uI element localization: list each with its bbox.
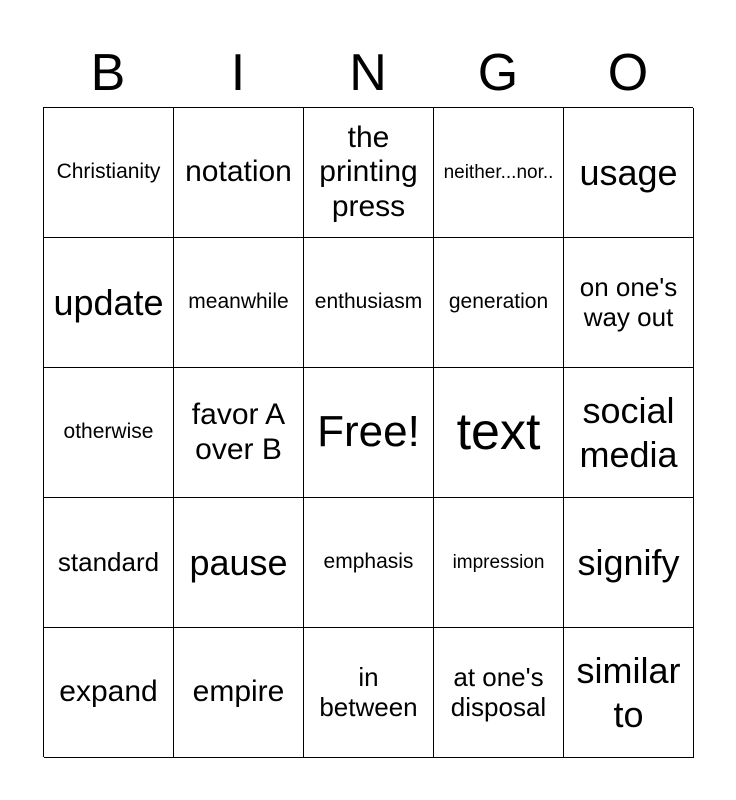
bingo-cell[interactable]: [434, 108, 564, 238]
bingo-cell[interactable]: [564, 108, 694, 238]
bingo-cell[interactable]: [564, 628, 694, 758]
bingo-cell[interactable]: [304, 238, 434, 368]
free-space-cell[interactable]: [304, 368, 434, 498]
bingo-cell[interactable]: [174, 628, 304, 758]
cell-label: on one's way out: [579, 271, 678, 332]
cell-label: enthusiasm: [314, 290, 423, 314]
bingo-cell[interactable]: [44, 238, 174, 368]
bingo-cell[interactable]: [304, 108, 434, 238]
bingo-cell[interactable]: [174, 108, 304, 238]
bingo-cell[interactable]: [564, 238, 694, 368]
cell-label: expand: [59, 675, 158, 709]
header-letter-b: B: [90, 44, 126, 102]
header-letter-n: N: [349, 44, 387, 102]
cell-label: emphasis: [323, 550, 414, 574]
cell-label: signify: [577, 541, 680, 583]
cell-label: text: [456, 402, 541, 461]
cell-label: usage: [579, 151, 678, 193]
cell-label: standard: [57, 546, 160, 577]
bingo-cell[interactable]: [434, 368, 564, 498]
cell-label: pause: [189, 541, 288, 583]
bingo-cell[interactable]: [434, 498, 564, 628]
cell-label: update: [53, 281, 164, 323]
cell-label: generation: [448, 290, 549, 314]
cell-label: social media: [579, 389, 678, 475]
header-letter-g: G: [477, 44, 519, 102]
bingo-cell[interactable]: [304, 628, 434, 758]
bingo-cell[interactable]: [564, 368, 694, 498]
bingo-cell[interactable]: [44, 368, 174, 498]
bingo-cell[interactable]: [174, 238, 304, 368]
cell-label: notation: [185, 155, 292, 189]
cell-label: meanwhile: [188, 290, 289, 314]
cell-label: the printing press: [319, 120, 418, 223]
bingo-cell[interactable]: [44, 628, 174, 758]
cell-label: in between: [319, 661, 418, 722]
bingo-cell[interactable]: [434, 238, 564, 368]
cell-label: Free!: [317, 407, 420, 457]
cell-label: neither...nor..: [443, 161, 554, 183]
bingo-cell[interactable]: [564, 498, 694, 628]
bingo-header: [43, 40, 693, 106]
cell-label: at one's disposal: [450, 661, 547, 722]
bingo-board: [43, 107, 693, 757]
bingo-cell[interactable]: [44, 108, 174, 238]
bingo-cell[interactable]: [304, 498, 434, 628]
bingo-cell[interactable]: [174, 368, 304, 498]
bingo-cell[interactable]: [174, 498, 304, 628]
bingo-cell[interactable]: [434, 628, 564, 758]
cell-label: Christianity: [56, 160, 161, 184]
cell-label: impression: [452, 551, 545, 573]
header-letter-i: I: [230, 44, 246, 102]
cell-label: empire: [192, 675, 285, 709]
cell-label: similar to: [576, 649, 681, 735]
cell-label: favor A over B: [191, 398, 286, 466]
header-letter-o: O: [607, 44, 649, 102]
bingo-cell[interactable]: [44, 498, 174, 628]
cell-label: otherwise: [63, 420, 154, 444]
